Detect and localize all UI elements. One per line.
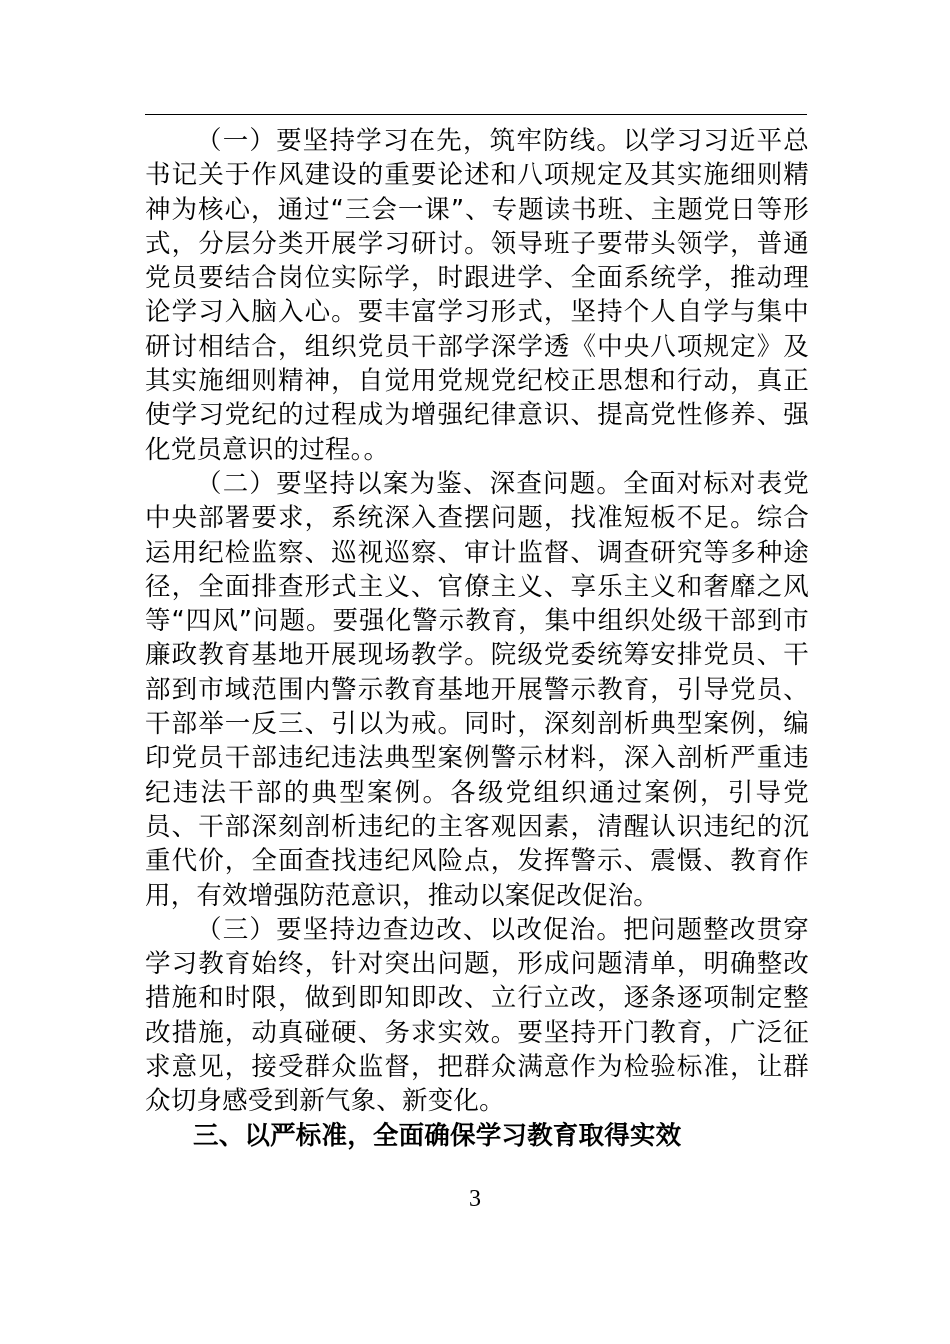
page-number: 3	[469, 1186, 481, 1212]
body-text	[145, 124, 809, 1153]
section-heading: 三、以严标准，全面确保学习教育取得实效	[193, 1120, 682, 1151]
header-rule	[145, 114, 807, 115]
paragraph-case-warning: （二）要坚持以案为鉴、深查问题。全面对标对表党中央部署要求，系统深入查摆问题，找准短板不足。综合运用纪检监察、巡视巡察、审计监督、调查研究等多种途径，全面排查形式主义、官僚主义、享乐主义和奢靡之风等“四风”问题。要强化警示教育，集中组织处级干部到市廉政教育基地开展现场教学。院级党委统筹安排党员、干部到市域范围内警示教育基地开展警示教育，引导党员、干部举一反三、引以为戒。同时，深刻剖析典型案例，编印党员干部违纪违法典型案例警示材料，深入剖析严重违纪违法干部的典型案例。各级党组织通过案例，引导党员、干部深刻剖析违纪的主客观因素，清醒认识违纪的沉重代价，全面查找违纪风险点，发挥警示、震慑、教育作用，有效增强防范意识，推动以案促改促治。	[145, 468, 809, 911]
paragraph-study-first: （一）要坚持学习在先，筑牢防线。以学习习近平总书记关于作风建设的重要论述和八项规定及其实施细则精神为核心，通过“三会一课”、专题读书班、主题党日等形式，分层分类开展学习研讨。领导班子要带头领学，普通党员要结合岗位实际学，时跟进学、全面系统学，推动理论学习入脑入心。要丰富学习形式，坚持个人自学与集中研讨相结合，组织党员干部学深学透《中央八项规定》及其实施细则精神，自觉用党规党纪校正思想和行动，真正使学习党纪的过程成为增强纪律意识、提高党性修养、强化党员意识的过程。。	[145, 126, 809, 465]
paragraph-rectification: （三）要坚持边查边改、以改促治。把问题整改贯穿学习教育始终，针对突出问题，形成问题清单，明确整改措施和时限，做到即知即改、立行立改，逐条逐项制定整改措施，动真碰硬、务求实效。要坚持开门教育，广泛征求意见，接受群众监督，把群众满意作为检验标准，让群众切身感受到新气象、新变化。	[145, 914, 809, 1117]
